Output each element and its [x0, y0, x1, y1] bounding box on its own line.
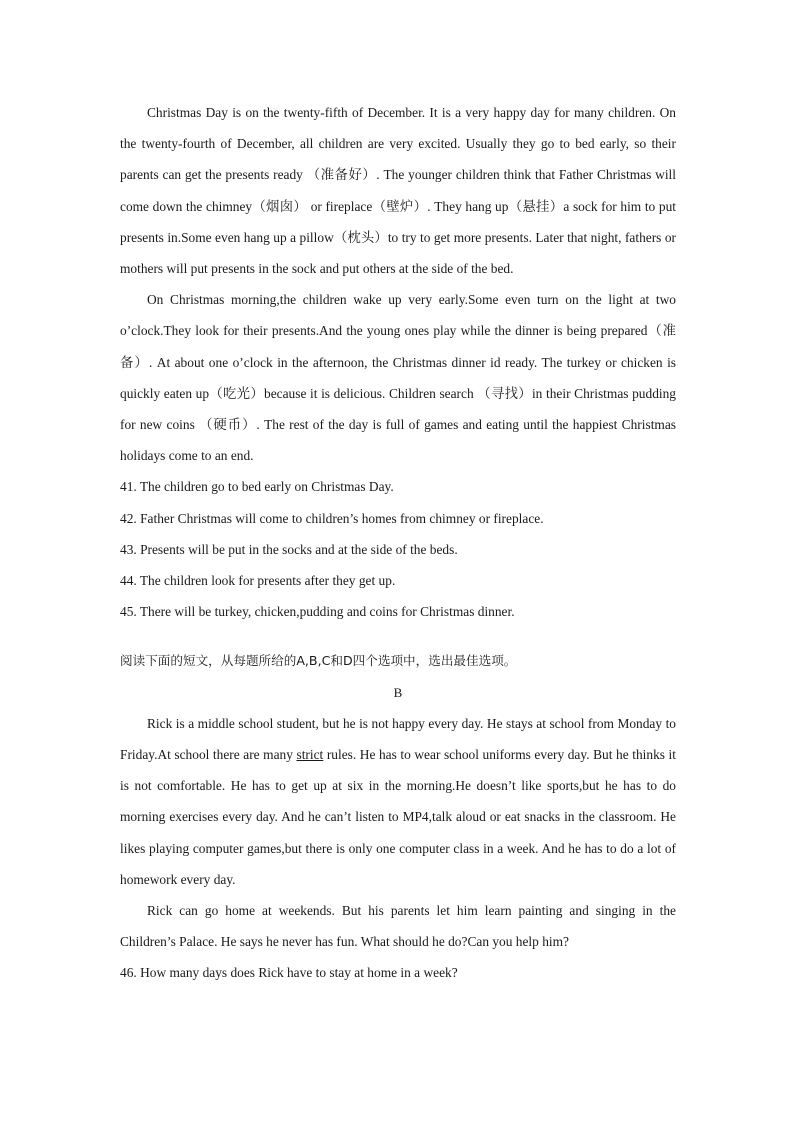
passage-b-p1-text-end: rules. He has to wear school uniforms every day. But he thinks it is not comfortable. He has to get up at six in the morning.He doesn’t like sports,but he has to do morning exercises every day. And he can’t listen to MP4,talk aloud or eat snacks in the classroom. He likes playing computer games,but there is only one computer class in a week. And he has to do a lot of homework every day.	[120, 747, 676, 887]
section-instruction: 阅读下面的短文，从每题所给的A,B,C和D四个选项中，选出最佳选项。	[120, 653, 517, 669]
passage-a-paragraph-2: On Christmas morning,the children wake up very early.Some even turn on the light at two o’clock.They look for their presents.And the young ones play while the dinner is being prepared（准备）. At about one o’clock in the afternoon, the Christmas dinner id ready. The turkey or chicken is quickly eaten up（吃光）because it is delicious. Children search （寻找）in their Christmas pudding for new coins （硬币）. The rest of the day is full of games and eating until the happiest Christmas holidays come to an end.	[120, 292, 676, 464]
document-content	[120, 97, 676, 989]
statement-44: 44. The children look for presents after they get up.	[120, 573, 396, 589]
passage-a-paragraph-1: Christmas Day is on the twenty-fifth of December. It is a very happy day for many children. On the twenty-fourth of December, all children are very excited. Usually they go to bed early, so their parents can get the presents ready （准备好）. The younger children think that Father Christmas will come down the chimney（烟囱） or fireplace（壁炉）. They hang up（悬挂）a sock for him to put presents in.Some even hang up a pillow（枕头）to try to get more presents. Later that night, fathers or mothers will put presents in the sock and put others at the side of the bed.	[120, 105, 676, 277]
statement-43: 43. Presents will be put in the socks and at the side of the beds.	[120, 541, 458, 557]
statement-41: 41. The children go to bed early on Christmas Day.	[120, 479, 394, 495]
passage-b-paragraph-2: Rick can go home at weekends. But his parents let him learn painting and singing in the Children’s Palace. He says he never has fun. What should he do?Can you help him?	[120, 903, 676, 950]
question-46: 46. How many days does Rick have to stay at home in a week?	[120, 965, 458, 981]
statement-42: 42. Father Christmas will come to children’s homes from chimney or fireplace.	[120, 510, 544, 526]
passage-b-label: B	[393, 684, 403, 700]
passage-b-paragraph-1	[120, 708, 676, 895]
underlined-word-strict: strict	[296, 747, 324, 763]
passage-b-p1-text-start: Rick is a middle school student, but he is not happy every day. He stays at school from Monday to Friday.At school there are many	[120, 715, 676, 763]
statement-45: 45. There will be turkey, chicken,pudding and coins for Christmas dinner.	[120, 604, 515, 620]
